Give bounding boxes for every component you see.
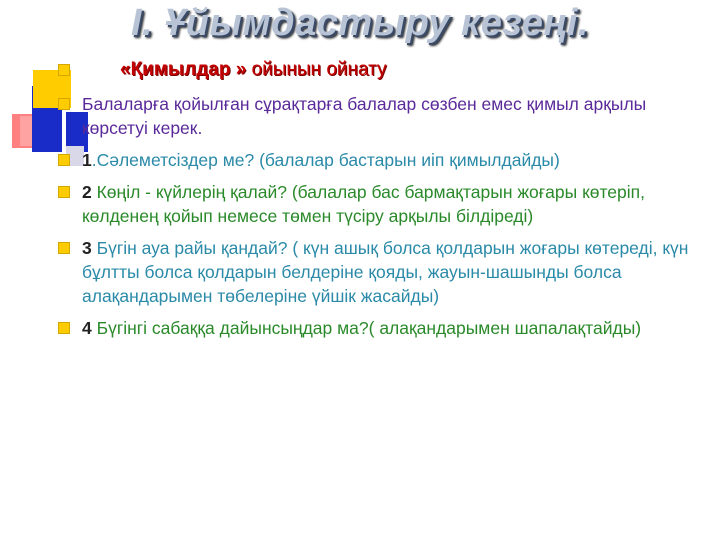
item-text: Бүгін ауа райы қандай? ( күн ашық болса қолдарын жоғары көтереді, күн бұлтты болса қолдарын белдеріне қояды, жауын-шашынды болса алақандарымен төбелеріне үйшік жасайды) (82, 238, 689, 306)
item-number: 4 (82, 318, 92, 338)
bullet-icon (58, 186, 70, 198)
slide-title: I. Ұйымдастыру кезеңі. (131, 2, 589, 44)
bullet-icon (58, 322, 70, 334)
game-action: ойынын ойнату (246, 59, 387, 80)
list-item-1 (56, 148, 706, 172)
item-text: Бүгінгі сабаққа дайынсыңдар ма?( алақандарымен шапалақтайды) (91, 318, 642, 338)
item-number: 1 (82, 150, 92, 170)
bullet-icon (58, 242, 70, 254)
list-item-intro (56, 92, 706, 140)
game-name: «Қимылдар » (120, 59, 247, 80)
item-text: Көңіл - күйлерің қалай? (балалар бас бармақтарын жоғары көтеріп, көлденең қойып немесе төмен түсіру арқылы білдіреді) (82, 182, 645, 226)
bullet-list (56, 58, 706, 348)
list-item-game (56, 58, 706, 82)
bullet-icon (58, 64, 70, 76)
item-number: 3 (82, 238, 92, 258)
list-item-2 (56, 180, 706, 228)
bullet-icon (58, 154, 70, 166)
list-item-3 (56, 236, 706, 308)
bullet-icon (58, 98, 70, 110)
item-text: Балаларға қойылған сұрақтарға балалар сөзбен емес қимыл арқылы көрсетуі керек. (82, 94, 647, 138)
item-number: 2 (82, 182, 92, 202)
list-item-4 (56, 316, 706, 340)
item-text: .Сәлеметсіздер ме? (балалар бастарын иіп қимылдайды) (91, 150, 560, 170)
